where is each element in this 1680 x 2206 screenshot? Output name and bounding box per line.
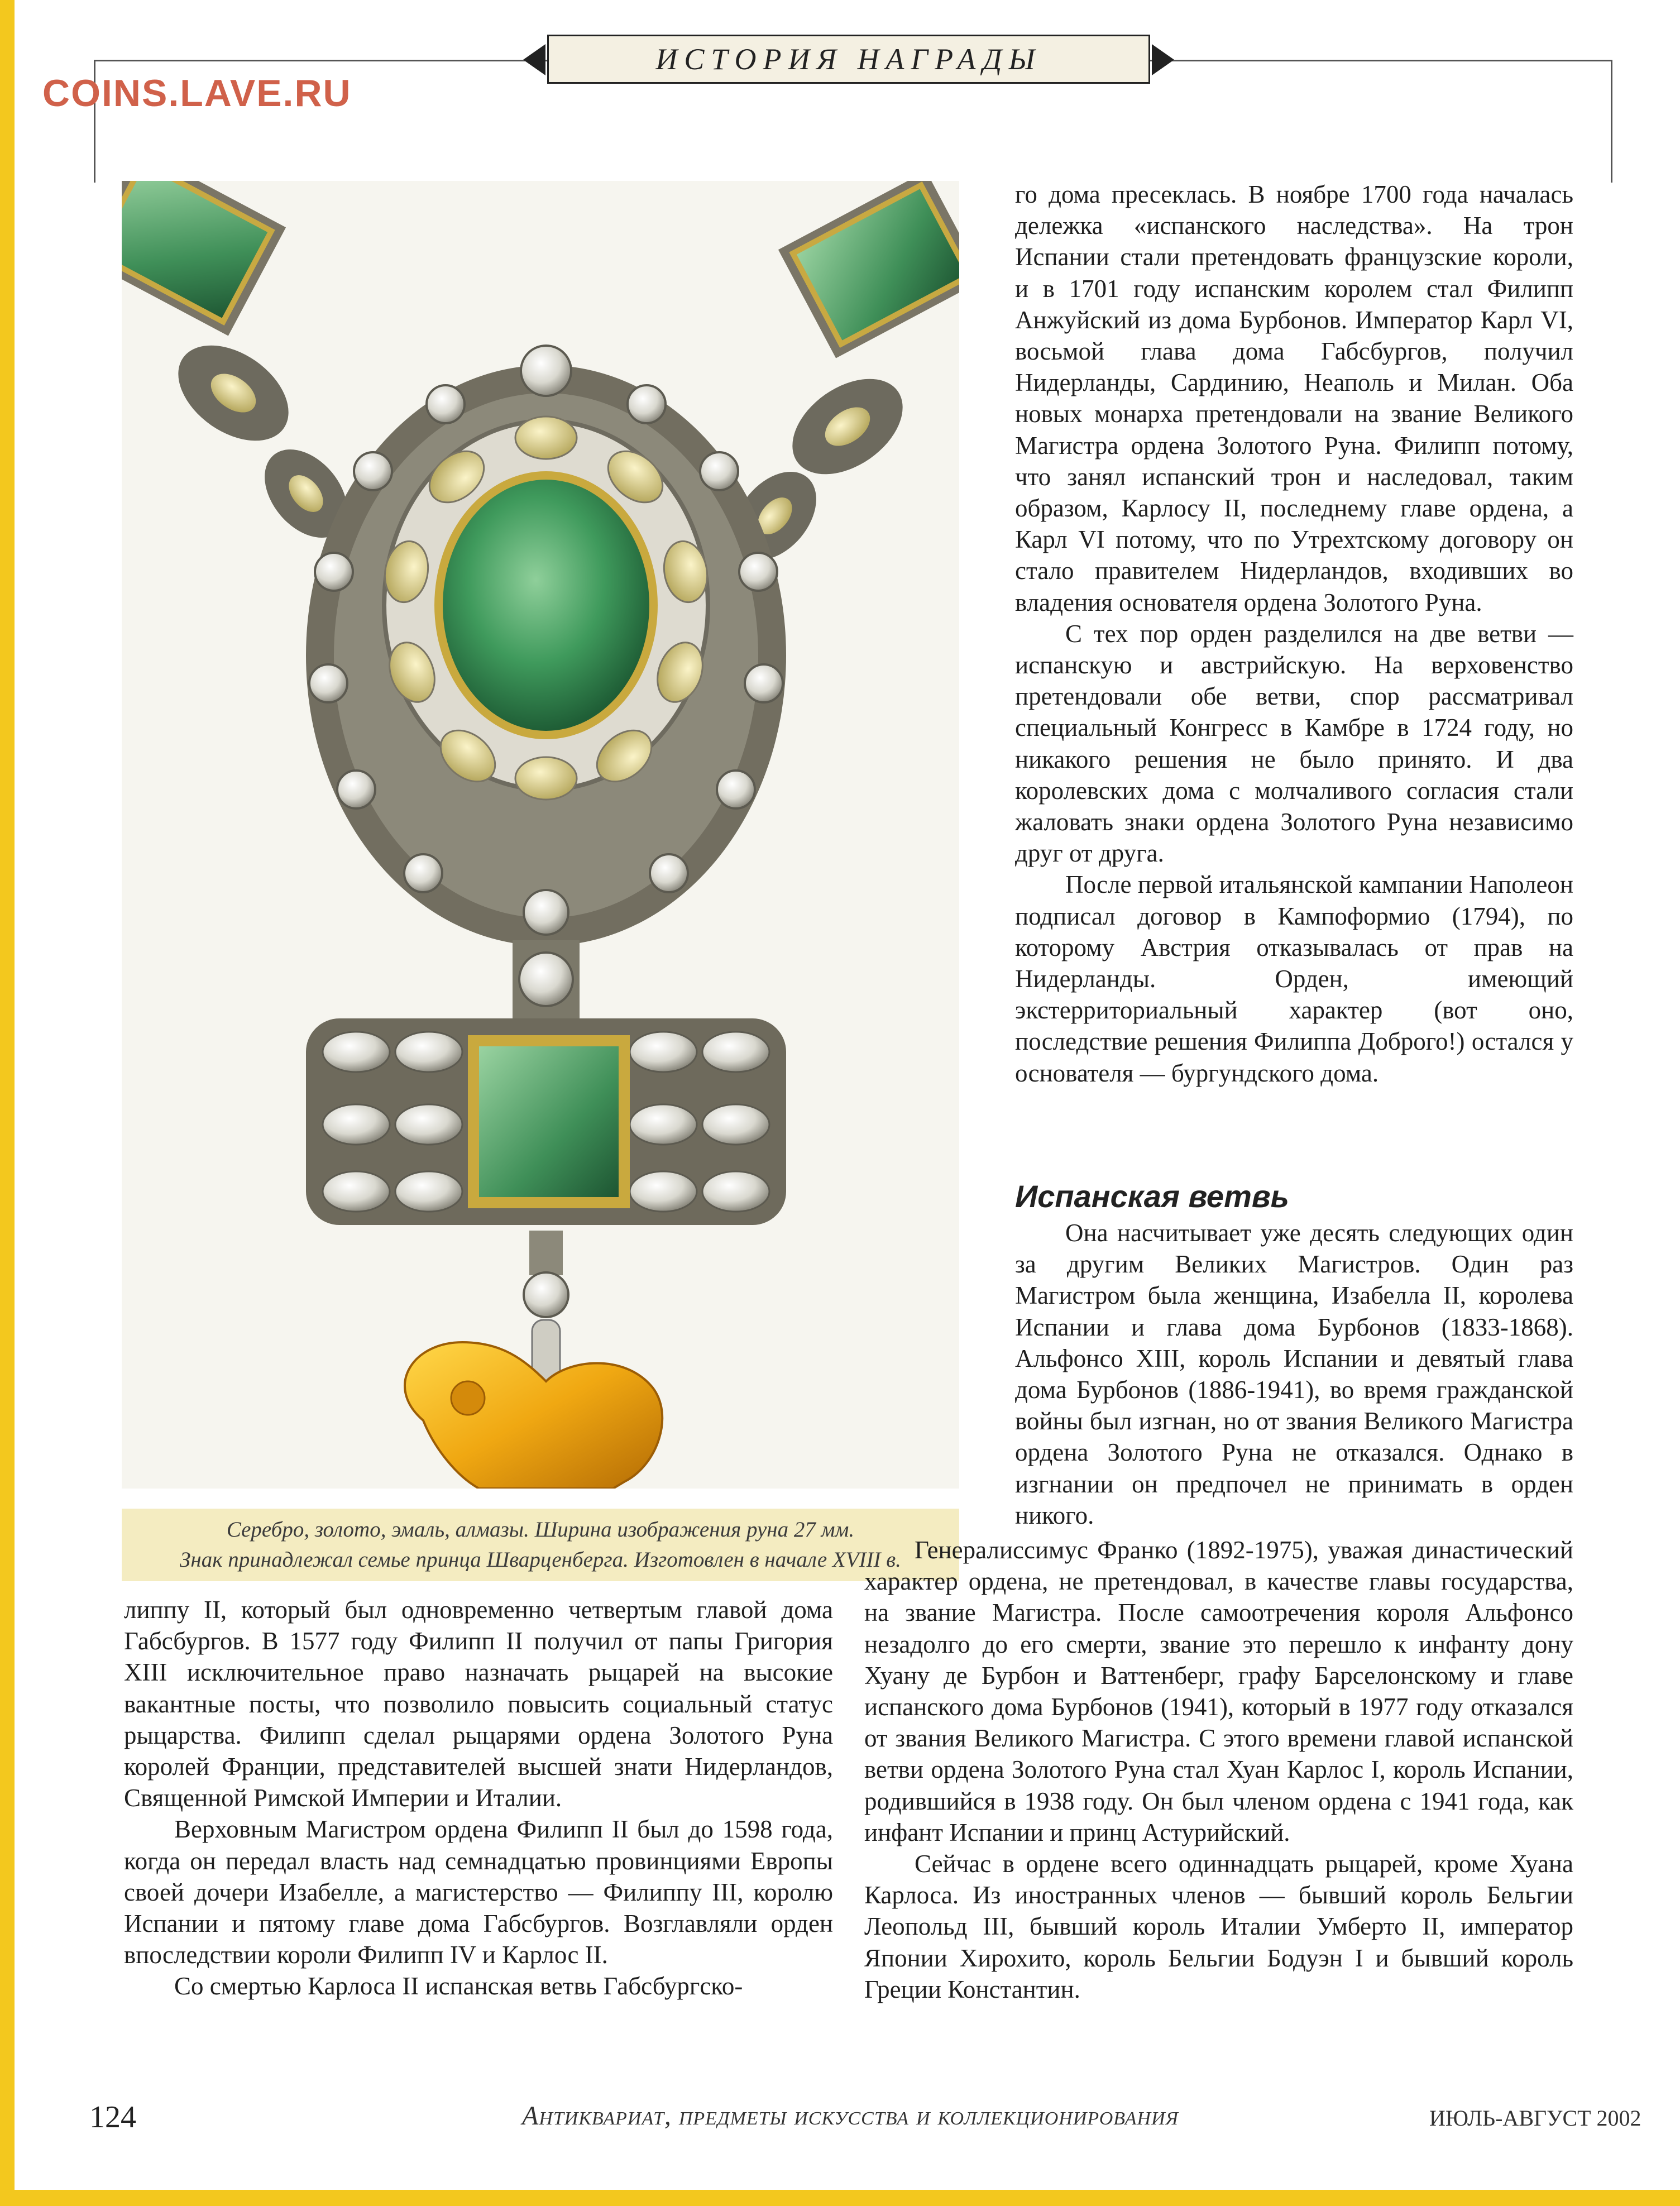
page-number: 124 — [89, 2100, 136, 2135]
paragraph: го дома пресеклась. В ноябре 1700 года началась дележка «испанского наследства». На трон Испании стали претендовать французские короли, и в 1701 году испанским королем стал Филипп Анжуйский из дома Бурбонов. Император Карл VI, восьмой глава дома Габсбургов, получил Нидерланды, Сардинию, Неаполь и Милан. Оба новых монарха претендовали на звание Великого Магистра ордена Золотого Руна. Филипп потому, что занял испанский трон и наследовал, таким образом, Карлосу II, последнему главе ордена, а Карл VI потому, что по Утрехтскому договору он стало правителем Нидерландов, входивших во владения основателя ордена Золотого Руна. — [1015, 180, 1573, 616]
header-banner — [547, 35, 1150, 84]
banner-right-triangle — [1152, 44, 1174, 75]
jewel-illustration — [122, 181, 959, 1489]
paragraph: Генералиссимус Франко (1892-1975), уважая династический характер ордена, не претендовал, в качестве главы государства, на звание Магистра. После самоотречения короля Альфонсо незадолго до его смерти, звание это перешло к инфанту дону Хуану де Бурбон и Ваттенберг, графу Барселонскому и главе испанского дома Бурбонов (1941), который в 1977 году отказался от звания Великого Магистра. С этого времени главой испанской ветви ордена Золотого Руна стал Хуан Карлос I, король Испании, родившийся в 1938 году. Он был членом ордена с 1941 года, как инфант Испании и принц Астурийский. — [864, 1536, 1573, 1846]
paragraph: Верховным Магистром ордена Филипп II был до 1598 года, когда он передал власть над семнадцатью провинциями Европы своей дочери Изабелле, а магистерство — Филиппу III, королю Испании и пятому главе дома Габсбургов. Возглавляли орден впоследствии короли Филипп IV и Карлос II. — [124, 1815, 833, 1969]
banner-left-triangle — [523, 44, 545, 75]
page-edge-left — [0, 0, 15, 2206]
paragraph: липпу II, который был одновременно четвертым главой дома Габсбургов. В 1577 году Филипп II получил от папы Григория XIII исключительное право назначать рыцарей на высокие вакантные посты, что позволило повысить социальный статус рыцарства. Филипп сделал рыцарями ордена Золотого Руна королей Франции, представителей высшей знати Нидерландов, Священной Римской Империи и Италии. — [124, 1596, 833, 1812]
text-column-right-section — [1015, 1217, 1573, 1531]
caption-line-1: Серебро, золото, эмаль, алмазы. Ширина изображения руна 27 мм. — [226, 1518, 855, 1542]
issue-date: ИЮЛЬ-АВГУСТ 2002 — [1429, 2105, 1641, 2131]
watermark: COINS.LAVE.RU — [42, 72, 352, 114]
journal-title: Антиквариат, предметы искусства и коллекционирования — [522, 2101, 1179, 2131]
page-edge-bottom — [0, 2190, 1680, 2206]
jewel-photo — [122, 181, 959, 1489]
text-column-bottom-left — [124, 1594, 833, 2002]
paragraph: Сейчас в ордене всего одиннадцать рыцарей, кроме Хуана Карлоса. Из иностранных членов — бывший король Бельгии Леопольд III, бывший король Италии Умберто II, император Японии Хирохито, король Бельгии Бодуэн I и бывший король Греции Константин. — [864, 1850, 1573, 2003]
paragraph: После первой итальянской кампании Наполеон подписал договор в Кампоформио (1794), по которому Австрия отказывалась от прав на Нидерланды. Орден, имеющий экстерриториальный характер (вот оно, последствие решения Филиппа Доброго!) остался у основателя — бургундского дома. — [1015, 870, 1573, 1087]
paragraph: Со смертью Карлоса II испанская ветвь Габсбургско- — [174, 1972, 743, 2001]
paragraph: Она насчитывает уже десять следующих один за другим Великих Магистров. Один раз Магистром была женщина, Изабелла II, королева Испании и глава дома Бурбонов (1833-1868). Альфонсо XIII, король Испании и девятый глава дома Бурбонов (1886-1941), во время гражданской войны был изгнан, но от звания Великого Магистра ордена Золотого Руна не отказался. Однако в изгнании он предпочел не принимать в орден никого. — [1015, 1219, 1573, 1529]
caption-line-2: Знак принадлежал семье принца Шварценберга. Изготовлен в начале XVIII в. — [180, 1548, 901, 1572]
frame-line-right — [1611, 60, 1612, 183]
paragraph: С тех пор орден разделился на две ветви — испанскую и австрийскую. На верховенство претендовали обе ветви, спор рассматривал специальный Конгресс в Камбре в 1724 году, но никакого решения не было принято. И два королевских дома с молчаливого согласия стали жаловать знаки ордена Золотого Руна независимо друг от друга. — [1015, 619, 1573, 868]
section-title: ИСТОРИЯ НАГРАДЫ — [655, 42, 1042, 76]
text-column-bottom-right — [864, 1534, 1573, 2005]
text-column-right — [1015, 179, 1573, 1089]
section-heading: Испанская ветвь — [1015, 1179, 1289, 1214]
photo-caption — [122, 1509, 959, 1581]
